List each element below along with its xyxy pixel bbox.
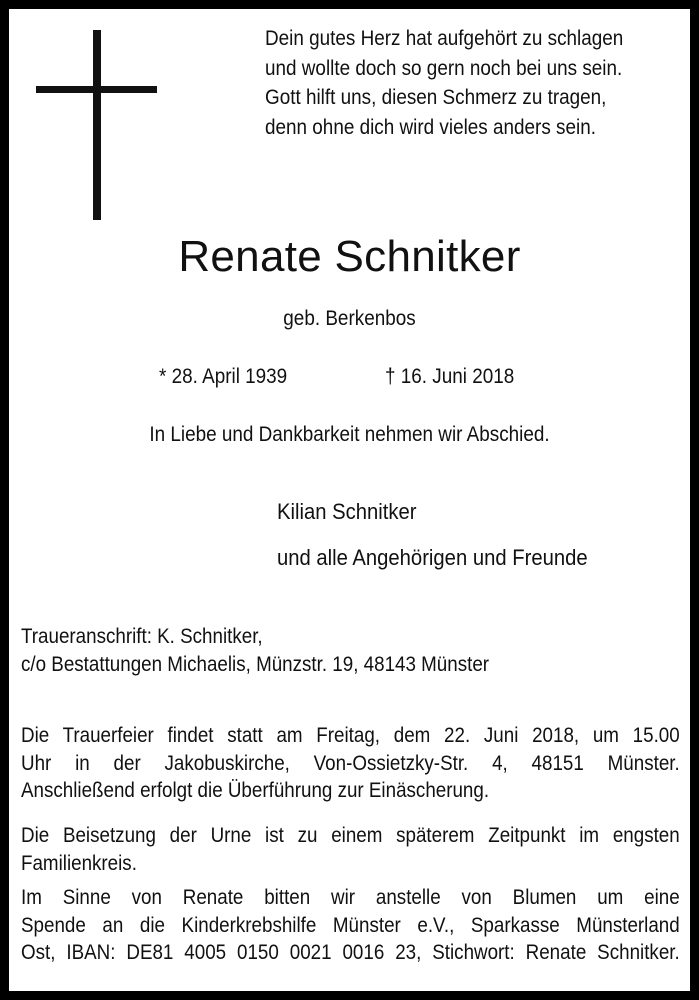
funeral-service-info — [21, 722, 680, 805]
urn-line: Die Beisetzung der Urne ist zu einem späterem Zeitpunkt im engsten — [21, 824, 680, 847]
poem-line: und wollte doch so gern noch bei uns sein. — [265, 56, 623, 80]
deceased-name: Renate Schnitker — [178, 232, 521, 281]
donation-line: Im Sinne von Renate bitten wir anstelle von Blumen um eine — [21, 886, 680, 909]
mourners-list — [277, 489, 588, 581]
donation-request — [21, 884, 680, 967]
service-line: Anschließend erfolgt die Überführung zur Einäscherung. — [21, 779, 490, 802]
service-line: Uhr in der Jakobuskirche, Von-Ossietzky-Str. 4, 48151 Münster. — [21, 751, 680, 775]
poem-line: denn ohne dich wird vieles anders sein. — [265, 115, 596, 139]
urn-line: Familienkreis. — [21, 851, 137, 875]
service-line: Die Trauerfeier findet statt am Freitag, dem 22. Juni 2018, um 15.00 — [21, 724, 680, 747]
birth-date: * 28. April 1939 — [159, 365, 288, 388]
mourner-line: und alle Angehörigen und Freunde — [277, 545, 588, 570]
poem-line: Gott hilft uns, diesen Schmerz zu tragen, — [265, 86, 607, 109]
death-date: † 16. Juni 2018 — [385, 365, 515, 388]
address-line: Traueranschrift: K. Schnitker, — [21, 625, 263, 648]
poem-line: Dein gutes Herz hat aufgehört zu schlagen — [265, 27, 624, 50]
maiden-name: geb. Berkenbos — [283, 307, 416, 330]
farewell-line: In Liebe und Dankbarkeit nehmen wir Abschied. — [149, 423, 550, 446]
cross-vertical-bar — [93, 30, 101, 220]
memorial-poem — [265, 24, 643, 142]
mourner-line: Kilian Schnitker — [277, 499, 417, 524]
donation-line: Ost, IBAN: DE81 4005 0150 0021 0016 23, Stichwort: Renate Schnitker. — [21, 941, 680, 964]
condolence-address — [21, 623, 680, 678]
urn-burial-info — [21, 822, 680, 877]
address-line: c/o Bestattungen Michaelis, Münzstr. 19, 48143 Münster — [21, 652, 490, 676]
cross-horizontal-bar — [36, 86, 157, 93]
donation-line: Spende an die Kinderkrebshilfe Münster e.V., Sparkasse Münsterland — [21, 913, 680, 937]
